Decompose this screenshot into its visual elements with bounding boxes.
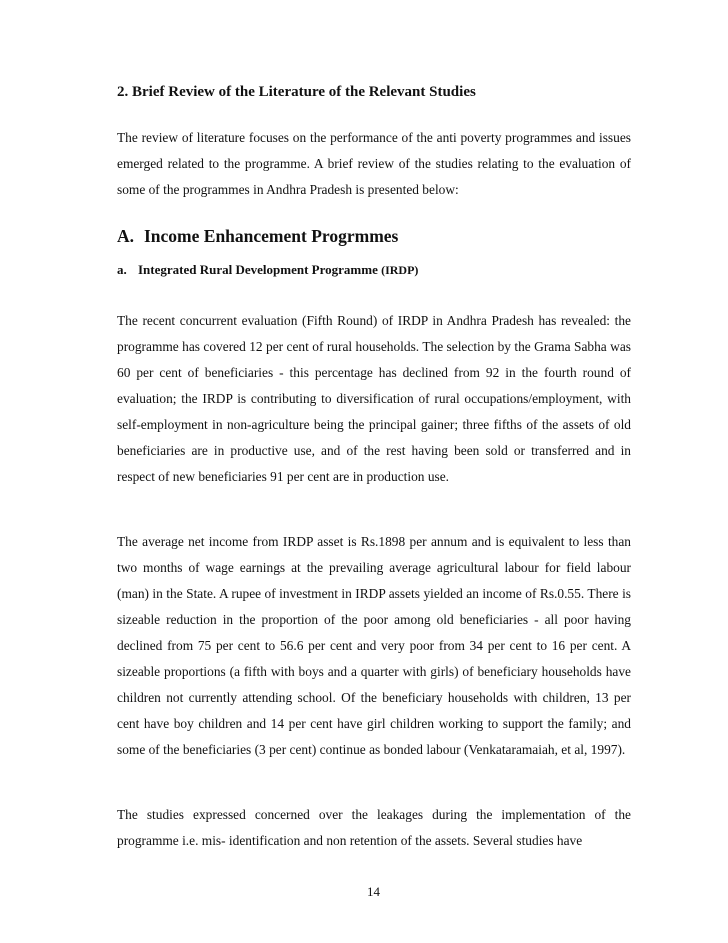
paragraph-leakages: The studies expressed concerned over the leakages during the implementation of the programme i.e. mis- identification and non retention of the assets. Several studies have	[117, 807, 631, 848]
page-number: 14	[367, 884, 380, 899]
sub-subsection-heading	[117, 262, 418, 278]
intro-paragraph: The review of literature focuses on the performance of the anti poverty programmes and issues emerged related to the programme. A brief review of the studies relating to the evaluation of some of the programmes in Andhra Pradesh is presented below:	[117, 130, 631, 197]
paragraph-irdp-income: The average net income from IRDP asset is Rs.1898 per annum and is equivalent to less than two months of wage earnings at the prevailing average agricultural labour for field labour (man) in the State. A rupee of investment in IRDP assets yielded an income of Rs.0.55. There is sizeable reduction in the proportion of the poor among old beneficiaries - all poor having declined from 75 per cent to 56.6 per cent and very poor from 34 per cent to 16 per cent. A sizeable proportions (a fifth with boys and a quarter with girls) of beneficiary households have children not currently attending school. Of the beneficiary households with children, 13 per cent have boy children and 14 per cent have girl children working to support the family; and some of the beneficiaries (3 per cent) continue as bonded labour (Venkataramaiah, et al, 1997).	[117, 534, 631, 757]
subsection-heading	[117, 226, 398, 247]
sub-subsection-abbr: (IRDP)	[381, 263, 419, 277]
section-title: . Brief Review of the Literature of the Relevant Studies	[124, 84, 476, 100]
subsection-letter: A.	[117, 226, 135, 246]
sub-subsection-title: Integrated Rural Development Programme	[138, 262, 382, 277]
section-number: 2	[117, 84, 125, 100]
subsection-title: Income Enhancement Progrmmes	[144, 226, 399, 246]
sub-subsection-letter: a.	[117, 262, 127, 277]
paragraph-irdp-evaluation: The recent concurrent evaluation (Fifth Round) of IRDP in Andhra Pradesh has revealed: the programme has covered 12 per cent of rural households. The selection by the Grama Sabha was 60 per cent of beneficiaries - this percentage has declined from 92 in the fourth round of evaluation; the IRDP is contributing to diversification of rural occupations/employment, with self-employment in non-agriculture being the principal gainer; three fifths of the assets of old beneficiaries are in productive use, and of the rest having been sold or transferred and in respect of new beneficiaries 91 per cent are in production use.	[117, 313, 631, 484]
document-page	[117, 0, 631, 943]
section-heading	[117, 84, 476, 101]
